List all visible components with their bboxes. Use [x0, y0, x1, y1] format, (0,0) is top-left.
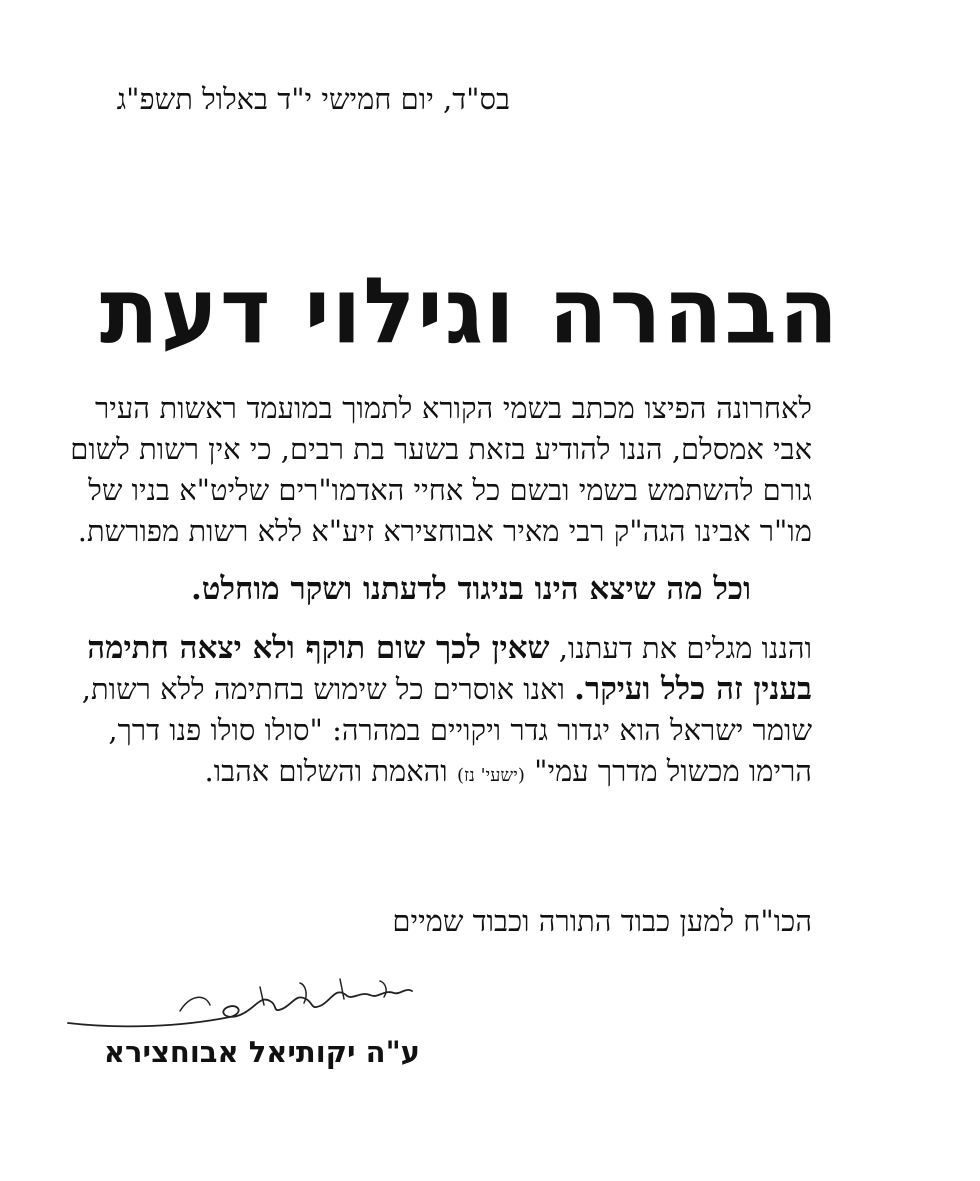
- paragraph-1-line: לאחרונה הפיצו מכתב בשמי הקורא לתמוך במועמד ראשות העיר: [95, 391, 812, 425]
- handwritten-signature: [60, 965, 420, 1035]
- paragraph-2-text: והאמת והשלום אהבו.: [204, 754, 457, 788]
- paragraph-2-line-1: [87, 628, 812, 669]
- date-line: בס"ד, יום חמישי י"ד באלול תשפ"ג: [116, 82, 510, 116]
- paragraph-2-bold-text: בענין זה כלל ועיקר.: [574, 671, 812, 707]
- emphasis-statement: וכל מה שיצא הינו בניגוד לדעתנו ושקר מוחלט.: [191, 571, 751, 607]
- paragraph-1: [70, 388, 812, 552]
- signer-name: ע"ה יקותיאל אבוחצירא: [103, 1035, 420, 1069]
- paragraph-2-text: והננו מגלים את דעתנו,: [549, 631, 812, 665]
- paragraph-1-line: אבי אמסלם, הננו להודיע בזאת בשער בת רבים, כי אין רשות לשום: [70, 432, 812, 466]
- paragraph-2-text: ואנו אוסרים כל שימוש בחתימה ללא רשות,: [81, 672, 575, 706]
- closing-line: הכו"ח למען כבוד התורה וכבוד שמיים: [392, 904, 812, 938]
- paragraph-1-line: גורם להשתמש בשמי ובשם כל אחיי האדמו"רים שליט"א בניו של: [88, 473, 812, 507]
- paragraph-2-line-3: שומר ישראל הוא יגדור גדר ויקויים במהרה: "סולו סולו פנו דרך,: [108, 713, 812, 747]
- paragraph-2-line-4: [95, 751, 812, 796]
- paragraph-1-line: מו"ר אבינו הגה"ק רבי מאיר אבוחצירא זיע"א ללא רשות מפורשת.: [77, 514, 812, 548]
- paragraph-2: [81, 628, 812, 796]
- verse-reference: (ישעי' נז): [456, 765, 525, 786]
- paragraph-2-bold-text: שאין לכך שום תוקף ולא יצאה חתימה: [87, 630, 550, 666]
- paragraph-2-text: הרימו מכשול מדרך עמי": [524, 754, 812, 788]
- paragraph-2-line-2: [81, 669, 812, 710]
- document-title: הבהרה וגילוי דעת: [99, 259, 840, 365]
